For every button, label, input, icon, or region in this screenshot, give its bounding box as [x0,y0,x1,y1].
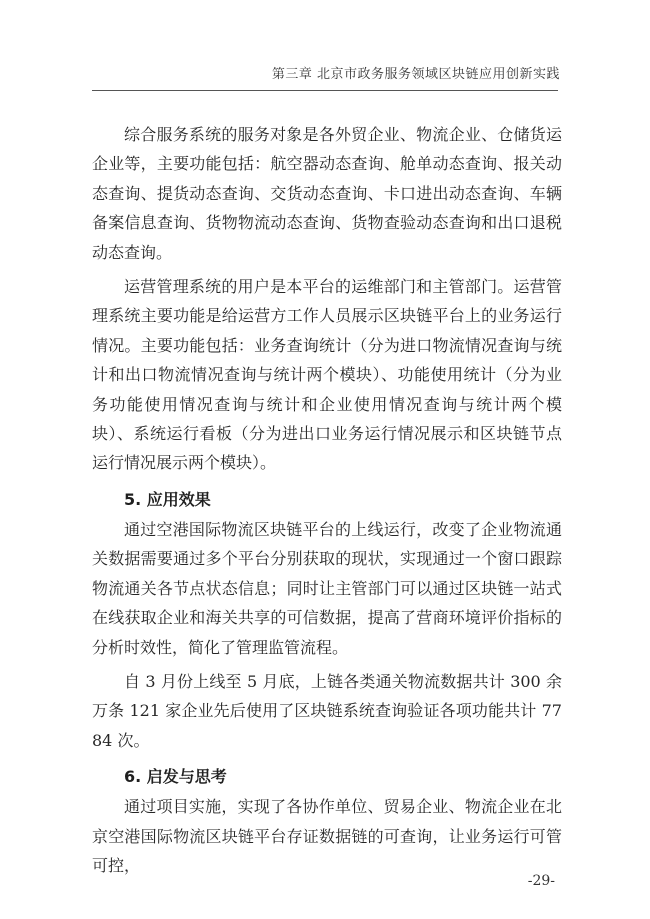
paragraph-usage-statistics: 自 3 月份上线至 5 月底，上链各类通关物流数据共计 300 余万条 121 家企业先后使用了区块链系统查询验证各项功能共计 7784 次。 [92,671,562,750]
page-number: -29- [527,873,555,889]
paragraph-insights: 通过项目实施，实现了各协作单位、贸易企业、物流企业在北京空港国际物流区块链平台存证数据链的可查询，让业务运行可管可控， [92,797,562,875]
header-divider [92,90,558,91]
paragraph-integrated-service-system: 综合服务系统的服务对象是各外贸企业、物流企业、仓储货运企业等，主要功能包括：航空器动态查询、舱单动态查询、报关动态查询、提货动态查询、交货动态查询、卡口进出动态查询、车辆备案信息查询、货物物流动态查询、货物查验动态查询和出口退税动态查询。 [92,125,562,262]
paragraph-operations-management-system: 运营管理系统的用户是本平台的运维部门和主管部门。运营管理系统主要功能是给运营方工作人员展示区块链平台上的业务运行情况。主要功能包括：业务查询统计（分为进口物流情况查询与统计和出口物流情况查询与统计两个模块）、功能使用统计（分为业务功能使用情况查询与统计和企业使用情况查询与统计两个模块）、系统运行看板（分为进出口业务运行情况展示和区块链节点运行情况展示两个模块）。 [92,277,562,473]
section-heading-insights-and-reflections: 6. 启发与思考 [124,767,227,787]
running-header-title: 第三章 北京市政务服务领域区块链应用创新实践 [271,67,560,82]
page-body [92,120,562,880]
section-heading-application-effects: 5. 应用效果 [124,489,211,509]
paragraph-application-effects: 通过空港国际物流区块链平台的上线运行，改变了企业物流通关数据需要通过多个平台分别获取的现状，实现通过一个窗口跟踪物流通关各节点状态信息；同时让主管部门可以通过区块链一站式在线获取企业和海关共享的可信数据，提高了营商环境评价指标的分析时效性，简化了管理监管流程。 [92,519,562,657]
